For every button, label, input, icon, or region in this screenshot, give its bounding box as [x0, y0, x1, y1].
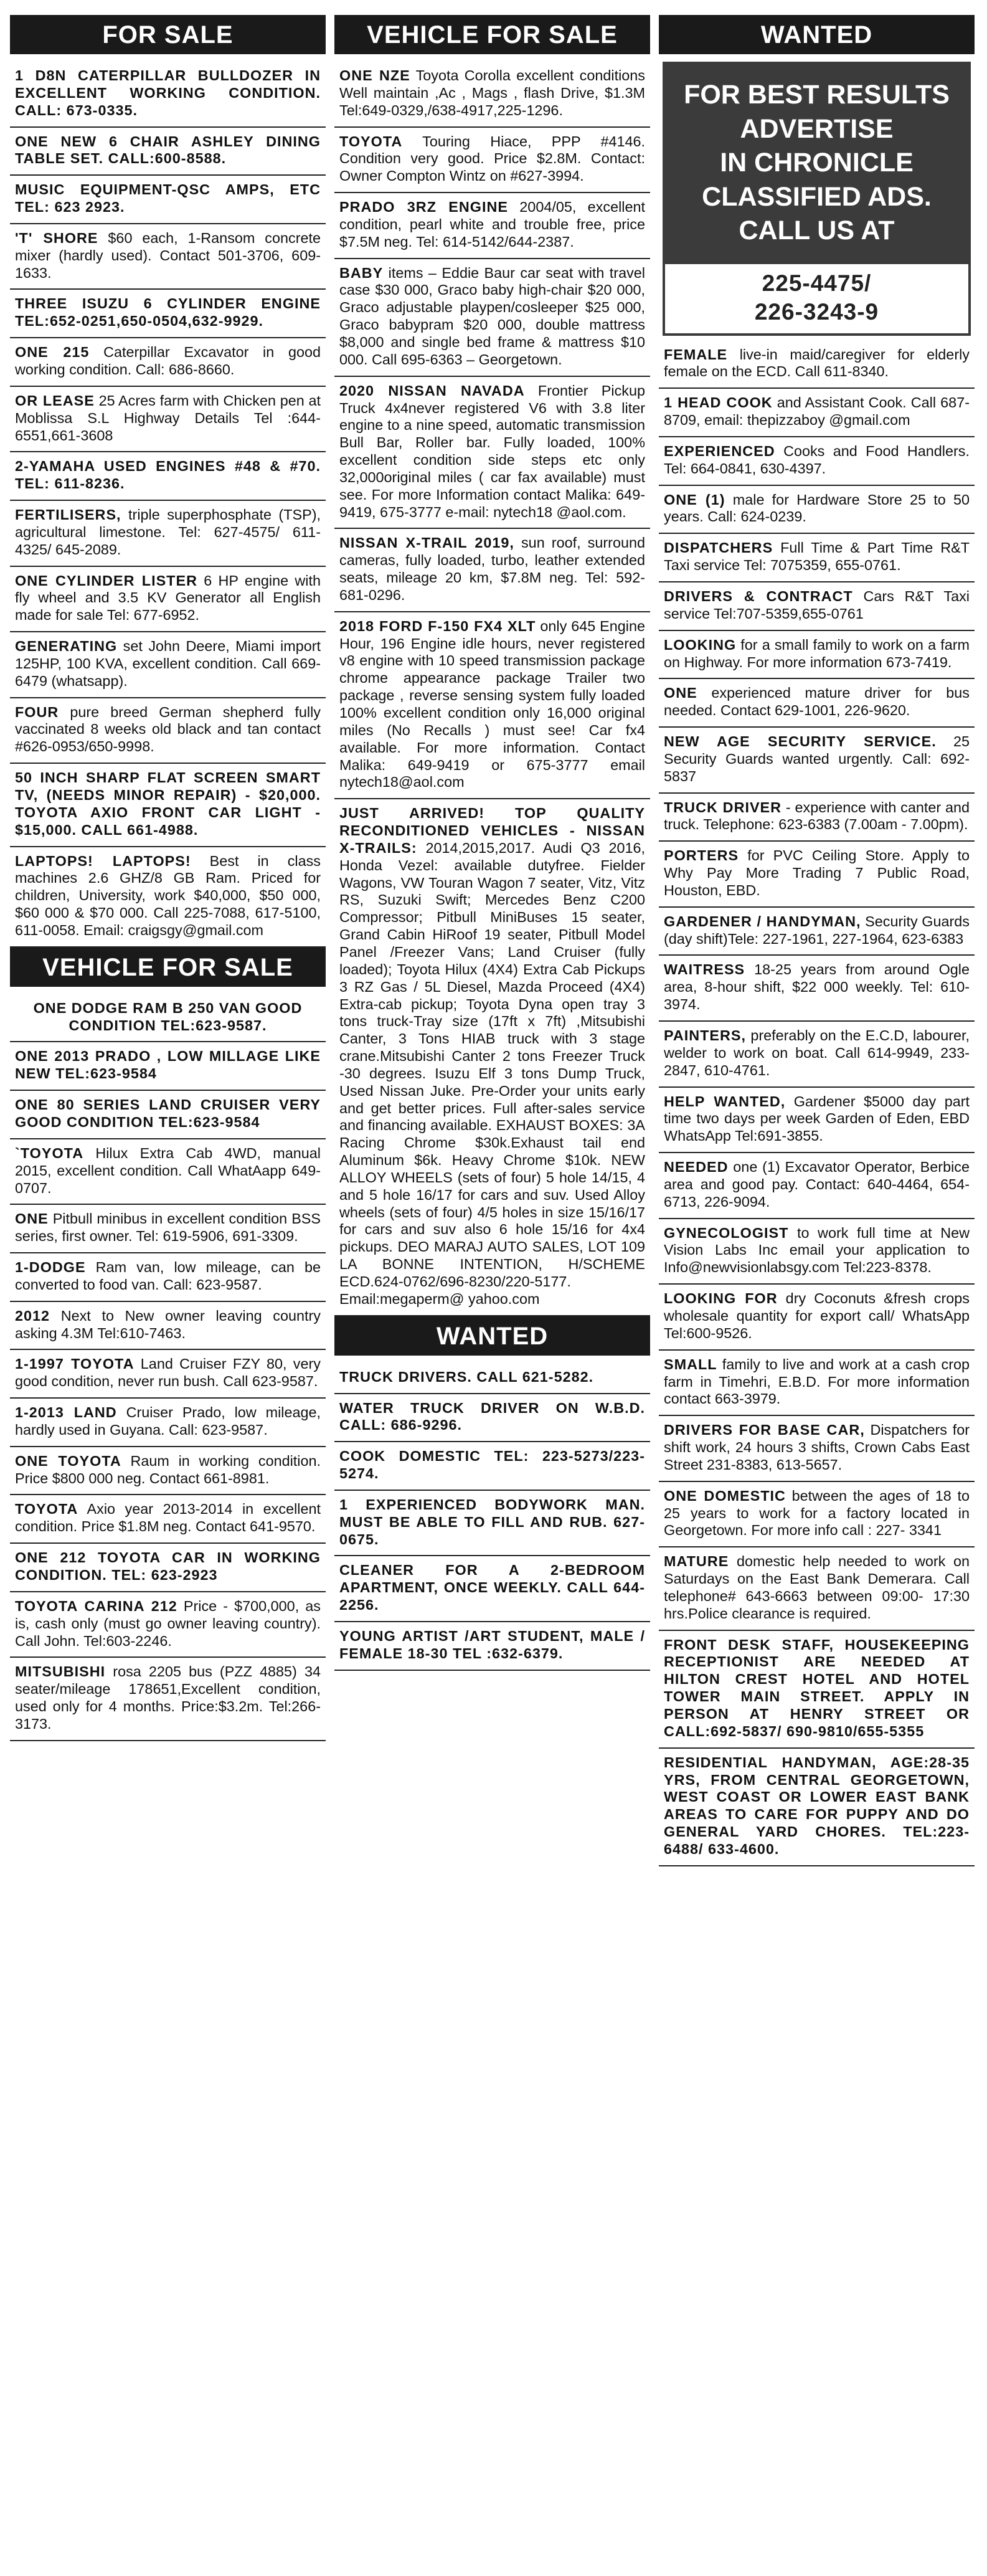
- ad-text: Cooks and Food Handlers. Tel: 664-0841, 630-4397.: [664, 442, 970, 477]
- classified-ad: [659, 389, 975, 437]
- classified-ad: [659, 1219, 975, 1285]
- classified-ad: [334, 1556, 650, 1622]
- ad-lead: GYNECOLOGIST: [664, 1224, 789, 1241]
- ad-text: set John Deere, Miami import 125HP, 100 KVA, excellent condition. Call 669-6479 (whatsapp).: [15, 638, 321, 689]
- classified-ad: [334, 259, 650, 377]
- ad-text: WATER TRUCK DRIVER ON W.B.D. CALL: 686-9296.: [339, 1399, 645, 1433]
- classified-ad: [659, 728, 975, 794]
- ad-text: live-in maid/caregiver for elderly female on the ECD. Call 611-8340.: [664, 346, 970, 380]
- ad-text: ONE NEW 6 CHAIR ASHLEY DINING TABLE SET. CALL:600-8588.: [15, 133, 321, 167]
- ad-text: 2-YAMAHA USED ENGINES #48 & #70. TEL: 611-8236.: [15, 458, 321, 492]
- ad-text: preferably on the E.C.D, labourer, welder to work on boat. Call 614-9949, 233-2847, 610-4761.: [664, 1027, 970, 1078]
- ad-lead: WAITRESS: [664, 961, 745, 978]
- ad-text: dry Coconuts &fresh crops wholesale quantity for export call/ WhatsApp Tel:600-9526.: [664, 1290, 970, 1341]
- column-middle: [334, 15, 650, 2576]
- ad-text: 25 Acres farm with Chicken pen at Moblissa S.L Highway Details Tel :644-6551,661-3608: [15, 392, 321, 444]
- ad-text: 25 Security Guards wanted urgently. Call: 692-5837: [664, 733, 970, 784]
- classified-ad: [10, 764, 326, 847]
- ad-lead: FERTILISERS,: [15, 506, 121, 523]
- ad-text: to work full time at New Vision Labs Inc email your application to Info@newvisionlabsgy.com Tel:223-8378.: [664, 1224, 970, 1276]
- classified-ad: [659, 1351, 975, 1417]
- classified-ad: [659, 341, 975, 389]
- ad-lead: PORTERS: [664, 847, 739, 864]
- ad-text: Full Time & Part Time R&T Taxi service Tel: 7075359, 655-0761.: [664, 539, 970, 574]
- ad-text: ONE 2013 PRADO , LOW MILLAGE LIKE NEW TEL:623-9584: [15, 1048, 321, 1082]
- ad-text: TRUCK DRIVERS. CALL 621-5282.: [339, 1368, 594, 1385]
- ad-text: rosa 2205 bus (PZZ 4885) 34 seater/mileage 178651,Excellent condition, used only for 4 months. Price:$3.2m. Tel:266-3173.: [15, 1663, 321, 1732]
- ad-text: Caterpillar Excavator in good working condition. Call: 686-8660.: [15, 344, 321, 378]
- classified-ad: [10, 1091, 326, 1139]
- classified-ad: [10, 1592, 326, 1658]
- ad-lead: LOOKING: [664, 636, 737, 653]
- classified-ad: [659, 1482, 975, 1548]
- ad-text: CLEANER FOR A 2-BEDROOM APARTMENT, ONCE WEEKLY. CALL 644-2256.: [339, 1562, 645, 1614]
- ad-text: Toyota Corolla excellent conditions Well maintain ,Ac , Mags , flash Drive, $1.3M Tel:649-0329,/638-4917,225-1296.: [339, 67, 646, 118]
- ad-text: Ram van, low mileage, can be converted to food van. Call: 623-9587.: [15, 1259, 321, 1293]
- ad-lead: TOYOTA CARINA 212: [15, 1597, 177, 1614]
- classified-ad: [10, 1042, 326, 1091]
- ad-text: Best in class machines 2.6 GHZ/8 GB Ram. Priced for children, University, work $40,000, $50 000, $60 000 & $70 000. Call 225-7088, 617-5100, 611-0058. Email: craigsgy@gmail.com: [15, 852, 321, 938]
- classified-ad: [10, 1139, 326, 1205]
- ad-text: pure breed German shepherd fully vaccinated 8 weeks old black and tan contact #626-0953/650-9998.: [15, 703, 321, 755]
- ad-lead: NISSAN X-TRAIL 2019,: [339, 535, 514, 551]
- ad-text: items – Eddie Baur car seat with travel case $30 000, Graco baby high-chair $20 000, Graco adjustable playpen/cosleeper $25 000, Graco babypram $20 000, double mattress $8,000 and single bed frame & mattress $10 000. Call 695-6363 – Georgetown.: [339, 264, 645, 368]
- ad-lead: 2018 FORD F-150 FX4 XLT: [339, 617, 536, 634]
- ad-text: ONE DODGE RAM B 250 VAN GOOD CONDITION TEL:623-9587.: [33, 999, 303, 1034]
- ad-lead: NEW AGE SECURITY SERVICE.: [664, 733, 937, 750]
- ad-lead: FEMALE: [664, 346, 728, 363]
- column-left: [10, 15, 326, 2576]
- ad-text: and Assistant Cook. Call 687-8709, email: thepizzaboy @gmail.com: [664, 394, 970, 429]
- classified-ad: [334, 193, 650, 259]
- ad-text: Hilux Extra Cab 4WD, manual 2015, excellent condition. Call WhatAapp 649-0707.: [15, 1144, 321, 1196]
- classified-ad: [10, 1544, 326, 1592]
- classified-ad: [334, 1491, 650, 1557]
- ad-lead: MITSUBISHI: [15, 1663, 106, 1680]
- classified-ad: [659, 437, 975, 486]
- classified-ad: [10, 698, 326, 764]
- classified-ad: [10, 1495, 326, 1544]
- ad-lead: DRIVERS & CONTRACT: [664, 587, 853, 604]
- classified-ad: [10, 176, 326, 224]
- ad-lead: NEEDED: [664, 1159, 729, 1176]
- promo-line: ADVERTISE: [740, 113, 894, 144]
- classified-ad: [10, 387, 326, 453]
- ad-text: YOUNG ARTIST /ART STUDENT, MALE / FEMALE 18-30 TEL :632-6379.: [339, 1627, 645, 1661]
- classified-ad: [659, 842, 975, 908]
- ad-lead: 1 HEAD COOK: [664, 394, 773, 411]
- ad-lead: GARDENER / HANDYMAN,: [664, 913, 861, 929]
- classified-ad: [10, 632, 326, 698]
- classified-ad: [659, 1631, 975, 1749]
- column-right: [659, 15, 975, 2576]
- ad-text: domestic help needed to work on Saturdays on the East Bank Demerara. Call telephone# 643-6663 between 09:00- 17:30 hrs.Police clearance is required.: [664, 1553, 970, 1622]
- section-header: FOR SALE: [10, 15, 326, 54]
- ad-text: 1 EXPERIENCED BODYWORK MAN. MUST BE ABLE TO FILL AND RUB. 627-0675.: [339, 1496, 645, 1547]
- ad-lead: ONE TOYOTA: [15, 1452, 121, 1469]
- ad-text: one (1) Excavator Operator, Berbice area and good pay. Contact: 640-4464, 654-6713, 226-9094.: [664, 1159, 970, 1210]
- ad-text: ONE 80 SERIES LAND CRUISER VERY GOOD CONDITION TEL:623-9584: [15, 1096, 321, 1130]
- classified-ad: [10, 567, 326, 633]
- classified-ad: [659, 908, 975, 956]
- ad-text: 50 INCH SHARP FLAT SCREEN SMART TV, (NEEDS MINOR REPAIR) - $20,000. TOYOTA AXIO FRONT CAR LIGHT - $15,000. CALL 661-4988.: [15, 769, 321, 838]
- classified-ad: [10, 1205, 326, 1253]
- classified-ad: [10, 994, 326, 1043]
- ad-lead: FOUR: [15, 703, 59, 720]
- ad-lead: BABY: [339, 264, 384, 281]
- ad-text: Gardener $5000 day part time two days per week Garden of Eden, EBD WhatsApp Tel:691-3855.: [664, 1093, 970, 1144]
- ad-lead: HELP WANTED,: [664, 1093, 786, 1110]
- ad-lead: DRIVERS FOR BASE CAR,: [664, 1422, 865, 1438]
- ad-lead: LAPTOPS! LAPTOPS!: [15, 852, 191, 869]
- classified-ad: [334, 1622, 650, 1671]
- promo-phone: 226-3243-9: [754, 299, 879, 325]
- promo-phone: 225-4475/: [762, 270, 872, 297]
- ad-lead: ONE: [15, 1210, 49, 1227]
- ad-lead: TOYOTA: [15, 1501, 78, 1518]
- ad-text: triple superphosphate (TSP), agricultural limestone. Tel: 627-4575/ 611-4325/ 645-2089.: [15, 506, 321, 558]
- ad-text: 18-25 years from around Ogle area, 8-hour shift, $22 000 weekly. Tel: 610-3974.: [664, 961, 970, 1013]
- ad-lead: 1-1997 TOYOTA: [15, 1356, 135, 1372]
- ad-text: ONE 212 TOYOTA CAR IN WORKING CONDITION. TEL: 623-2923: [15, 1549, 321, 1583]
- classified-ad: [334, 1363, 650, 1394]
- ad-lead: ONE NZE: [339, 67, 410, 83]
- classified-ad: [10, 847, 326, 948]
- ad-text: family to live and work at a cash crop farm in Timehri, E.B.D. For more information contact 663-3979.: [664, 1356, 970, 1407]
- classified-ad: [334, 128, 650, 194]
- classified-ad: [659, 582, 975, 631]
- classified-ad: [659, 534, 975, 582]
- classified-ad: [10, 452, 326, 501]
- ad-text: MUSIC EQUIPMENT-QSC AMPS, ETC TEL: 623 2923.: [15, 181, 321, 216]
- ad-text: THREE ISUZU 6 CYLINDER ENGINE TEL:652-0251,650-0504,632-9929.: [15, 295, 321, 330]
- classified-ad: [659, 1088, 975, 1154]
- ad-lead: OR LEASE: [15, 392, 95, 409]
- ad-text: Raum in working condition. Price $800 000 neg. Contact 661-8981.: [15, 1452, 321, 1486]
- classified-ad: [10, 338, 326, 387]
- ad-text: between the ages of 18 to 25 years to work for a factory located in Georgetown. For more info call : 227- 3341: [664, 1487, 970, 1539]
- classified-ad: [334, 799, 650, 1316]
- ad-text: Price - $700,000, as is, cash only (must go owner leaving country). Call John. Tel:603-2246.: [15, 1597, 321, 1649]
- promo-line: IN CHRONICLE: [720, 148, 914, 178]
- ad-text: Next to New owner leaving country asking 4.3M Tel:610-7463.: [15, 1307, 321, 1341]
- ad-text: - experience with canter and truck. Telephone: 623-6383 (7.00am - 7.00pm).: [664, 799, 970, 833]
- ad-text: for PVC Ceiling Store. Apply to Why Pay More Trading 7 Public Road, Houston, EBD.: [664, 847, 970, 898]
- classified-ad: [10, 1658, 326, 1741]
- promo-phone-numbers: [663, 262, 971, 336]
- ad-text: 2014,2015,2017. Audi Q3 2016, Honda Vezel: available dutyfree. Fielder Wagons, VW Touran Wagon 7 seater, Vitz, Vitz RS, Suzuki Swift; Mercedes Benz C200 Compressor; Pitbull MiniBuses 15 seater, Grand Cabin HiRoof 19 seater, Pitbull Model Panel /Freezer Vans; Land Cruiser (fully loaded); Toyota Hilux (4X4) Extra Cab Pickups 3 RZ Gas / 5L Diesel, Mazda Proceed (4X4) Extra-cab pickup; Toyota Dyna open tray 3 tons truck-Tray size (17ft x 7ft) ,Mitsubishi Canter, 3 Tons HIAB truck with 3 stage crane.Mitsubishi Canter 2 tons Freezer Truck -30 degrees. Isuzu Elf 3 tons Dump Truck, Used Nissan Juke. Pre-Order your units early and get better prices. Full after-sales service and financing available. EXHAUST BOXES: 3A Racing Chrome $30k.Exhaust tail end Aluminum $6k. Heavy Chrome $10k. NEW ALLOY WHEELS (sets of four) 5 hole 14/15, 4 and 5 hole 16/17 for cars and suv. Used Alloy wheels (sets of four) 4/5 holes in size 15/16/17 for cars and suv also 6 hole 15/16 for 4x4 pickups. DEO MARAJ AUTO SALES, LOT 109 LA BONNE INTENTION, H/SCHEME ECD.624-0762/696-8230/220-5177. Email:megaperm@ yahoo.com: [339, 839, 645, 1307]
- classified-ad: [659, 1749, 975, 1866]
- section-header: VEHICLE FOR SALE: [10, 948, 326, 987]
- classified-ad: [659, 631, 975, 680]
- ad-text: Dispatchers for shift work, 24 hours 3 shifts, Crown Cabs East Street 231-8383, 613-5657.: [664, 1422, 970, 1473]
- ad-text: $60 each, 1-Ransom concrete mixer (hardly used). Contact 501-3706, 609-1633.: [15, 229, 321, 281]
- ad-lead: DISPATCHERS: [664, 539, 773, 556]
- classified-ad: [334, 529, 650, 612]
- classified-ad: [659, 486, 975, 535]
- classified-ad: [334, 612, 650, 799]
- ad-lead: `TOYOTA: [15, 1144, 84, 1161]
- ad-text: RESIDENTIAL HANDYMAN, AGE:28-35 YRS, FROM CENTRAL GEORGETOWN, WEST COAST OR LOWER EAST BANK AREAS TO CARE FOR PUPPY AND DO GENERAL YARD CHORES. TEL:223-6488/ 633-4600.: [664, 1754, 970, 1857]
- ad-lead: LOOKING FOR: [664, 1290, 778, 1307]
- classified-ad: [10, 501, 326, 567]
- ad-lead: EXPERIENCED: [664, 442, 775, 459]
- ad-lead: PAINTERS,: [664, 1027, 747, 1044]
- ad-text: Axio year 2013-2014 in excellent condition. Price $1.8M neg. Contact 641-9570.: [15, 1501, 321, 1535]
- ad-lead: ONE: [664, 685, 697, 701]
- ad-text: COOK DOMESTIC TEL: 223-5273/223-5274.: [339, 1448, 645, 1482]
- promo-line: CLASSIFIED ADS.: [702, 181, 932, 212]
- ad-text: male for Hardware Store 25 to 50 years. Call: 624-0239.: [664, 491, 970, 525]
- ad-lead: ONE (1): [664, 491, 725, 508]
- classified-ad: [659, 1153, 975, 1219]
- ad-text: Frontier Pickup Truck 4x4never registered V6 with 3.8 liter engine to a nine speed, automatic transmission Bull Bar, Roller bar. Fully loaded, 100% excellent condition side steps etc only 32,000original miles ( car fax available) must see. For more Information contact Malika: 649-9419, 675-3777 e-mail: nytech18 @aol.com.: [339, 382, 646, 520]
- ad-lead: GENERATING: [15, 638, 118, 655]
- ad-text: 1 D8N CATERPILLAR BULLDOZER IN EXCELLENT WORKING CONDITION. CALL: 673-0335.: [15, 67, 321, 118]
- classified-ad: [659, 1547, 975, 1630]
- ad-text: Land Cruiser FZY 80, very good condition, never run bush. Call 623-9587.: [15, 1356, 321, 1390]
- classified-ad: [10, 1447, 326, 1496]
- classified-ad: [659, 794, 975, 842]
- classified-ad: [10, 128, 326, 176]
- ad-lead: ONE DOMESTIC: [664, 1487, 786, 1504]
- classified-ad: [659, 1285, 975, 1351]
- ad-lead: 1-DODGE: [15, 1259, 86, 1276]
- ad-text: 2004/05, excellent condition, pearl white and trouble free, price $7.5M neg. Tel: 614-5142/644-2387.: [339, 199, 645, 250]
- classified-ad: [10, 1399, 326, 1447]
- promo-line: CALL US AT: [739, 216, 895, 246]
- ad-text: FRONT DESK STAFF, HOUSEKEEPING RECEPTIONIST ARE NEEDED AT HILTON CREST HOTEL AND HOTEL TOWER MAIN STREET. APPLY IN PERSON AT HENRY STREET OR CALL:692-5837/ 690-9810/655-5355: [664, 1636, 970, 1739]
- ad-lead: JUST ARRIVED! TOP QUALITY RECONDITIONED VEHICLES - NISSAN X-TRAILS:: [339, 805, 645, 856]
- ad-text: 6 HP engine with fly wheel and 3.5 KV Generator all English made for sale Tel: 677-6952.: [15, 572, 321, 624]
- ad-lead: ONE 215: [15, 344, 90, 361]
- ad-lead: 'T' SHORE: [15, 229, 98, 246]
- ad-text: Cruiser Prado, low mileage, hardly used in Guyana. Call: 623-9587.: [15, 1404, 321, 1438]
- ad-text: Touring Hiace, PPP #4146. Condition very good. Price $2.8M. Contact: Owner Compton Wintz on #627-3994.: [339, 133, 645, 184]
- classified-ad: [334, 1442, 650, 1491]
- ad-lead: TOYOTA: [339, 133, 403, 150]
- ad-lead: SMALL: [664, 1356, 717, 1372]
- ad-lead: 2020 NISSAN NAVADA: [339, 382, 525, 399]
- ad-lead: PRADO 3RZ ENGINE: [339, 199, 508, 216]
- classified-ad: [659, 679, 975, 728]
- ad-text: Security Guards (day shift)Tele: 227-1961, 227-1964, 623-6383: [664, 913, 970, 947]
- classified-ad: [659, 1416, 975, 1482]
- classified-ad: [334, 377, 650, 530]
- ad-text: Cars R&T Taxi service Tel:707-5359,655-0761: [664, 587, 970, 622]
- classified-ad: [659, 956, 975, 1022]
- ad-lead: MATURE: [664, 1553, 729, 1570]
- classified-ad: [10, 224, 326, 290]
- ad-lead: ONE CYLINDER LISTER: [15, 572, 197, 589]
- ad-text: only 645 Engine Hour, 196 Engine idle hours, never registered v8 engine with 10 speed transmission package chrome appearance package Trailer two package , reverse sensing system fully loaded 100% excellent condition only 16,000 original miles (No Recalls ) must see! Car fx4 available. For more information. Contact Malika: 649-9419 or 675-3777 email nytech18@aol.com: [339, 617, 645, 791]
- classified-ad: [10, 62, 326, 128]
- section-header: WANTED: [334, 1316, 650, 1356]
- ad-text: Pitbull minibus in excellent condition BSS series, first owner. Tel: 619-5906, 691-3309.: [15, 1210, 321, 1245]
- ad-lead: TRUCK DRIVER: [664, 799, 782, 815]
- section-header: VEHICLE FOR SALE: [334, 15, 650, 54]
- ad-text: sun roof, surround cameras, fully loaded, turbo, leather extended seats, mileage 20 km, $7.8M neg. Tel: 592-681-0296.: [339, 535, 645, 603]
- classified-ad: [10, 1302, 326, 1351]
- advertise-promo-box: [663, 62, 971, 262]
- ad-text: experienced mature driver for bus needed. Contact 629-1001, 226-9620.: [664, 685, 970, 719]
- classified-ad: [10, 1253, 326, 1302]
- section-header: WANTED: [659, 15, 975, 54]
- classified-ad: [10, 290, 326, 338]
- promo-line: FOR BEST RESULTS: [684, 80, 950, 110]
- ad-lead: 2012: [15, 1307, 50, 1324]
- classified-ad: [334, 62, 650, 128]
- classified-ad: [10, 1350, 326, 1399]
- classified-ad: [334, 1394, 650, 1443]
- classified-ad: [659, 1022, 975, 1088]
- ad-text: for a small family to work on a farm on Highway. For more information 673-7419.: [664, 636, 970, 670]
- ad-lead: 1-2013 LAND: [15, 1404, 117, 1421]
